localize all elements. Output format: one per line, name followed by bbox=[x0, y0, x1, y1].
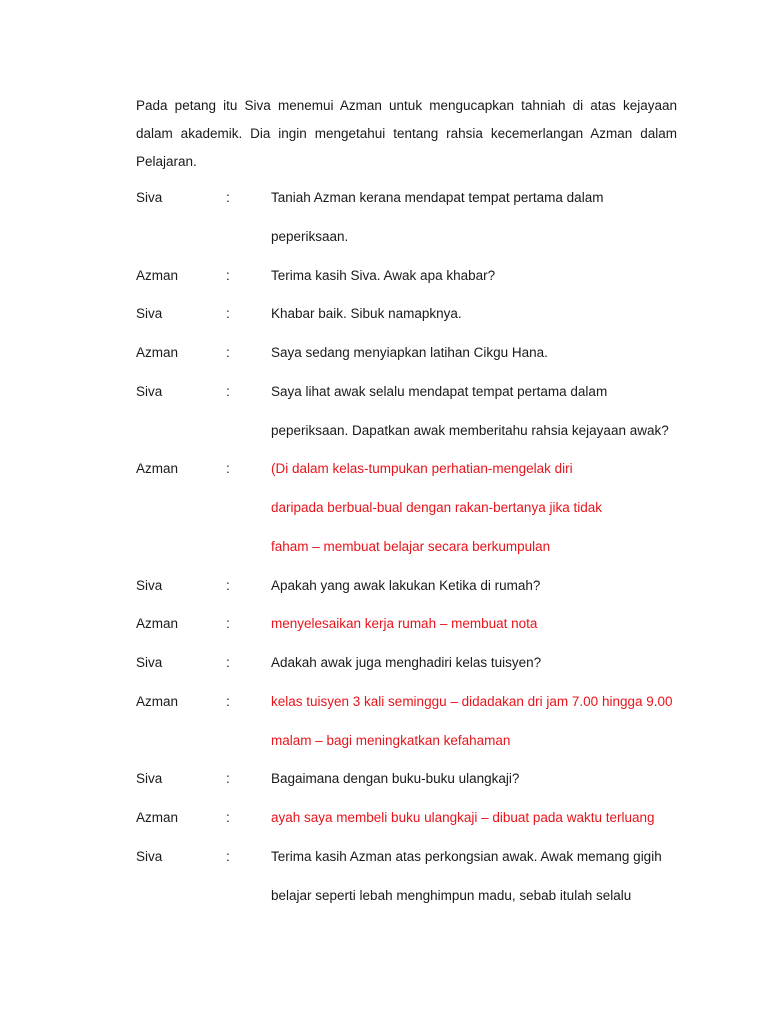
colon-separator: : bbox=[226, 306, 230, 322]
speaker-name: Azman bbox=[136, 345, 179, 360]
answer-note-line: ayah saya membeli buku ulangkaji – dibuat pada waktu terluang bbox=[271, 810, 655, 825]
answer-note-line: kelas tuisyen 3 kali seminggu – didadakan dri jam 7.00 hingga 9.00 bbox=[271, 693, 673, 709]
speaker-name: Azman bbox=[136, 616, 179, 632]
dialogue-line: Terima kasih Siva. Awak apa khabar? bbox=[271, 267, 496, 283]
dialogue-line: Saya sedang menyiapkan latihan Cikgu Hana. bbox=[271, 345, 548, 360]
speaker-name: Azman bbox=[136, 693, 179, 709]
speaker-name: Azman bbox=[136, 267, 179, 283]
colon-separator: : bbox=[226, 461, 230, 477]
colon-separator: : bbox=[226, 810, 230, 825]
dialogue-line: peperiksaan. bbox=[271, 228, 349, 244]
dialogue-line: Saya lihat awak selalu mendapat tempat pertama dalam bbox=[271, 383, 608, 399]
dialogue-line: Adakah awak juga menghadiri kelas tuisyen? bbox=[271, 655, 542, 670]
speaker-name: Azman bbox=[136, 810, 179, 825]
answer-note-line: malam – bagi meningkatkan kefahaman bbox=[271, 732, 511, 748]
colon-separator: : bbox=[226, 577, 230, 593]
answer-note-line: daripada berbual-bual dengan rakan-bertanya jika tidak bbox=[271, 500, 602, 515]
colon-separator: : bbox=[226, 848, 230, 864]
dialogue-line: Taniah Azman kerana mendapat tempat pertama dalam bbox=[271, 190, 604, 205]
colon-separator: : bbox=[226, 383, 230, 399]
speaker-name: Siva bbox=[136, 771, 163, 787]
colon-separator: : bbox=[226, 345, 230, 360]
speaker-name: Siva bbox=[136, 383, 163, 399]
answer-note-line: (Di dalam kelas-tumpukan perhatian-mengelak diri bbox=[271, 461, 573, 477]
dialogue-line: Bagaimana dengan buku-buku ulangkaji? bbox=[271, 771, 520, 787]
colon-separator: : bbox=[226, 190, 230, 205]
colon-separator: : bbox=[226, 655, 230, 670]
answer-note-line: faham – membuat belajar secara berkumpulan bbox=[271, 538, 551, 554]
speaker-name: Siva bbox=[136, 577, 163, 593]
speaker-name: Siva bbox=[136, 848, 163, 864]
dialogue-line: Terima kasih Azman atas perkongsian awak. Awak memang gigih bbox=[271, 848, 662, 864]
answer-note-line: menyelesaikan kerja rumah – membuat nota bbox=[271, 616, 538, 632]
colon-separator: : bbox=[226, 771, 230, 787]
speaker-name: Siva bbox=[136, 655, 163, 670]
speaker-name: Siva bbox=[136, 190, 163, 205]
speaker-name: Azman bbox=[136, 461, 179, 477]
dialogue-line: peperiksaan. Dapatkan awak memberitahu rahsia kejayaan awak? bbox=[271, 422, 669, 438]
speaker-name: Siva bbox=[136, 306, 163, 322]
intro-paragraph: Pada petang itu Siva menemui Azman untuk mengucapkan tahniah di atas kejayaan dalam akademik. Dia ingin mengetahui tentang rahsia kecemerlangan Azman dalam Pelajaran. bbox=[136, 98, 677, 169]
colon-separator: : bbox=[226, 616, 230, 632]
dialogue-line: Apakah yang awak lakukan Ketika di rumah? bbox=[271, 577, 541, 593]
dialogue-line: belajar seperti lebah menghimpun madu, sebab itulah selalu bbox=[271, 887, 632, 903]
colon-separator: : bbox=[226, 693, 230, 709]
colon-separator: : bbox=[226, 267, 230, 283]
dialogue-line: Khabar baik. Sibuk namapknya. bbox=[271, 306, 462, 322]
